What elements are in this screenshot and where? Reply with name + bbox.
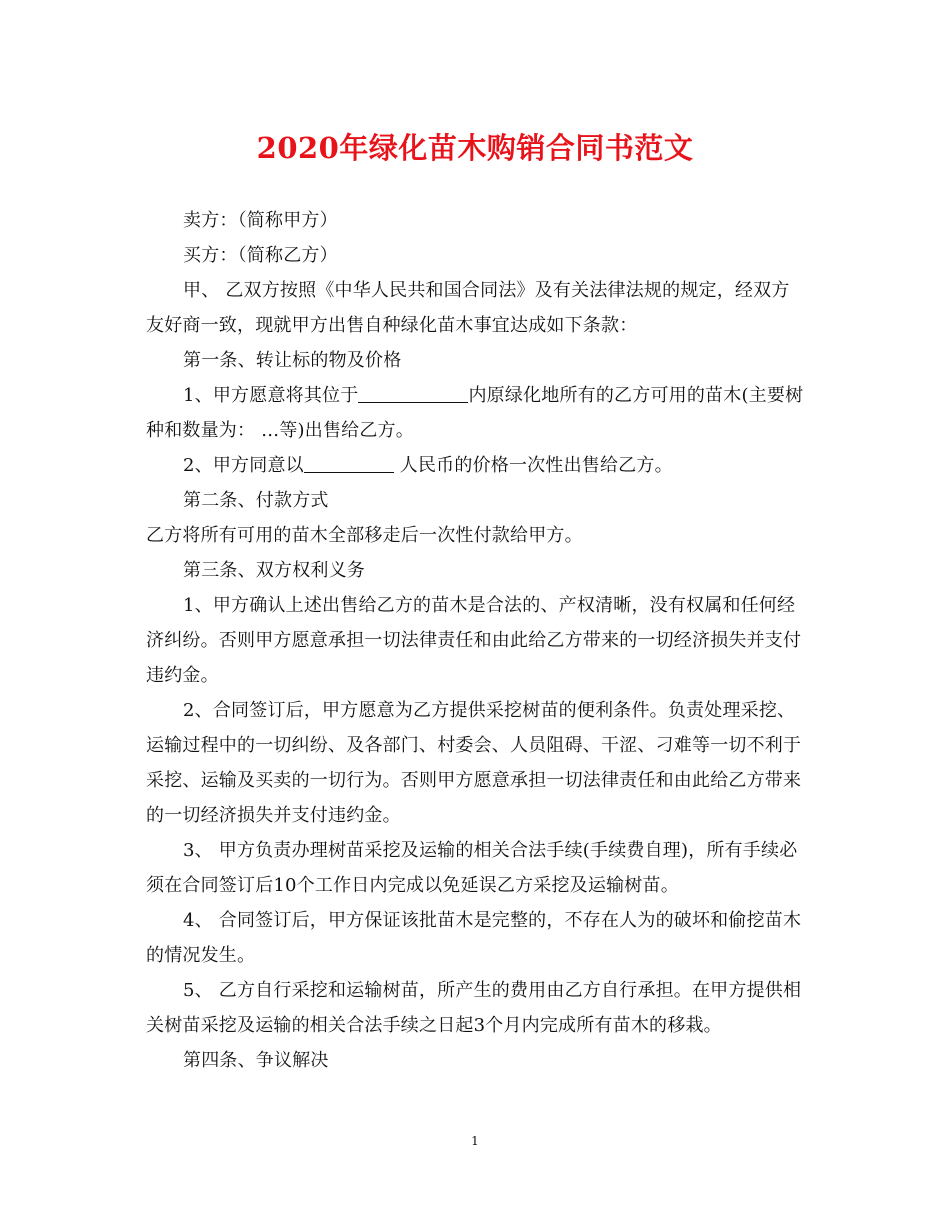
article-1-heading: 第一条、转让标的物及价格 [183, 350, 402, 371]
article-3-clause-3: 3、 甲方负责办理树苗采挖及运输的相关合法手续(手续费自理)，所有手续必须在合同签订后10个工作日内完成以免延误乙方采挖及运输树苗。 [146, 840, 798, 896]
article-3-clause-5: 5、 乙方自行采挖和运输树苗，所产生的费用由乙方自行承担。在甲方提供相关树苗采挖及运输的相关合法手续之日起3个月内完成所有苗木的移栽。 [146, 980, 802, 1036]
clause-1-text-a: 1、甲方愿意将其位于 [183, 385, 359, 406]
article-3-clause-2: 2、合同签订后，甲方愿意为乙方提供采挖树苗的便利条件。负责处理采挖、运输过程中的一切纠纷、及各部门、村委会、人员阻碍、干涩、刁难等一切不利于采挖、运输及买卖的一切行为。否则甲方愿意承担一切法律责任和由此给乙方带来的一切经济损失并支付违约金。 [146, 700, 802, 826]
article-1-clause-2 [146, 448, 806, 483]
document-title: 2020年绿化苗木购销合同书范文 [256, 131, 694, 165]
article-4-heading: 第四条、争议解决 [183, 1050, 329, 1071]
article-2-text: 乙方将所有可用的苗木全部移走后一次性付款给甲方。 [146, 525, 583, 546]
seller-line: 卖方：（简称甲方） [183, 210, 338, 231]
article-3-clause-1: 1、甲方确认上述出售给乙方的苗木是合法的、产权清晰，没有权属和任何经济纠纷。否则甲方愿意承担一切法律责任和由此给乙方带来的一切经济损失并支付违约金。 [146, 595, 802, 686]
document-body [146, 203, 806, 1078]
clause-2-text-b: 人民币的价格一次性出售给乙方。 [393, 455, 673, 476]
clause-1-text-b: 内原绿化地所有的乙方可用的苗木(主要树种和数量为： …等)出售给乙方。 [146, 385, 804, 441]
page-number: 1 [471, 1134, 479, 1148]
article-2-heading: 第二条、付款方式 [183, 490, 329, 511]
buyer-line: 买方：（简称乙方） [183, 245, 338, 266]
preamble-paragraph: 甲、 乙双方按照《中华人民共和国合同法》及有关法律法规的规定，经双方友好商一致，现就甲方出售自种绿化苗木事宜达成如下条款： [146, 280, 790, 336]
clause-2-text-a: 2、甲方同意以 [183, 455, 304, 476]
location-blank [358, 382, 468, 403]
article-3-clause-4: 4、 合同签订后，甲方保证该批苗木是完整的，不存在人为的破坏和偷挖苗木的情况发生。 [146, 910, 802, 966]
article-3-heading: 第三条、双方权利义务 [183, 560, 365, 581]
price-blank [304, 452, 394, 473]
article-1-clause-1 [146, 378, 806, 448]
